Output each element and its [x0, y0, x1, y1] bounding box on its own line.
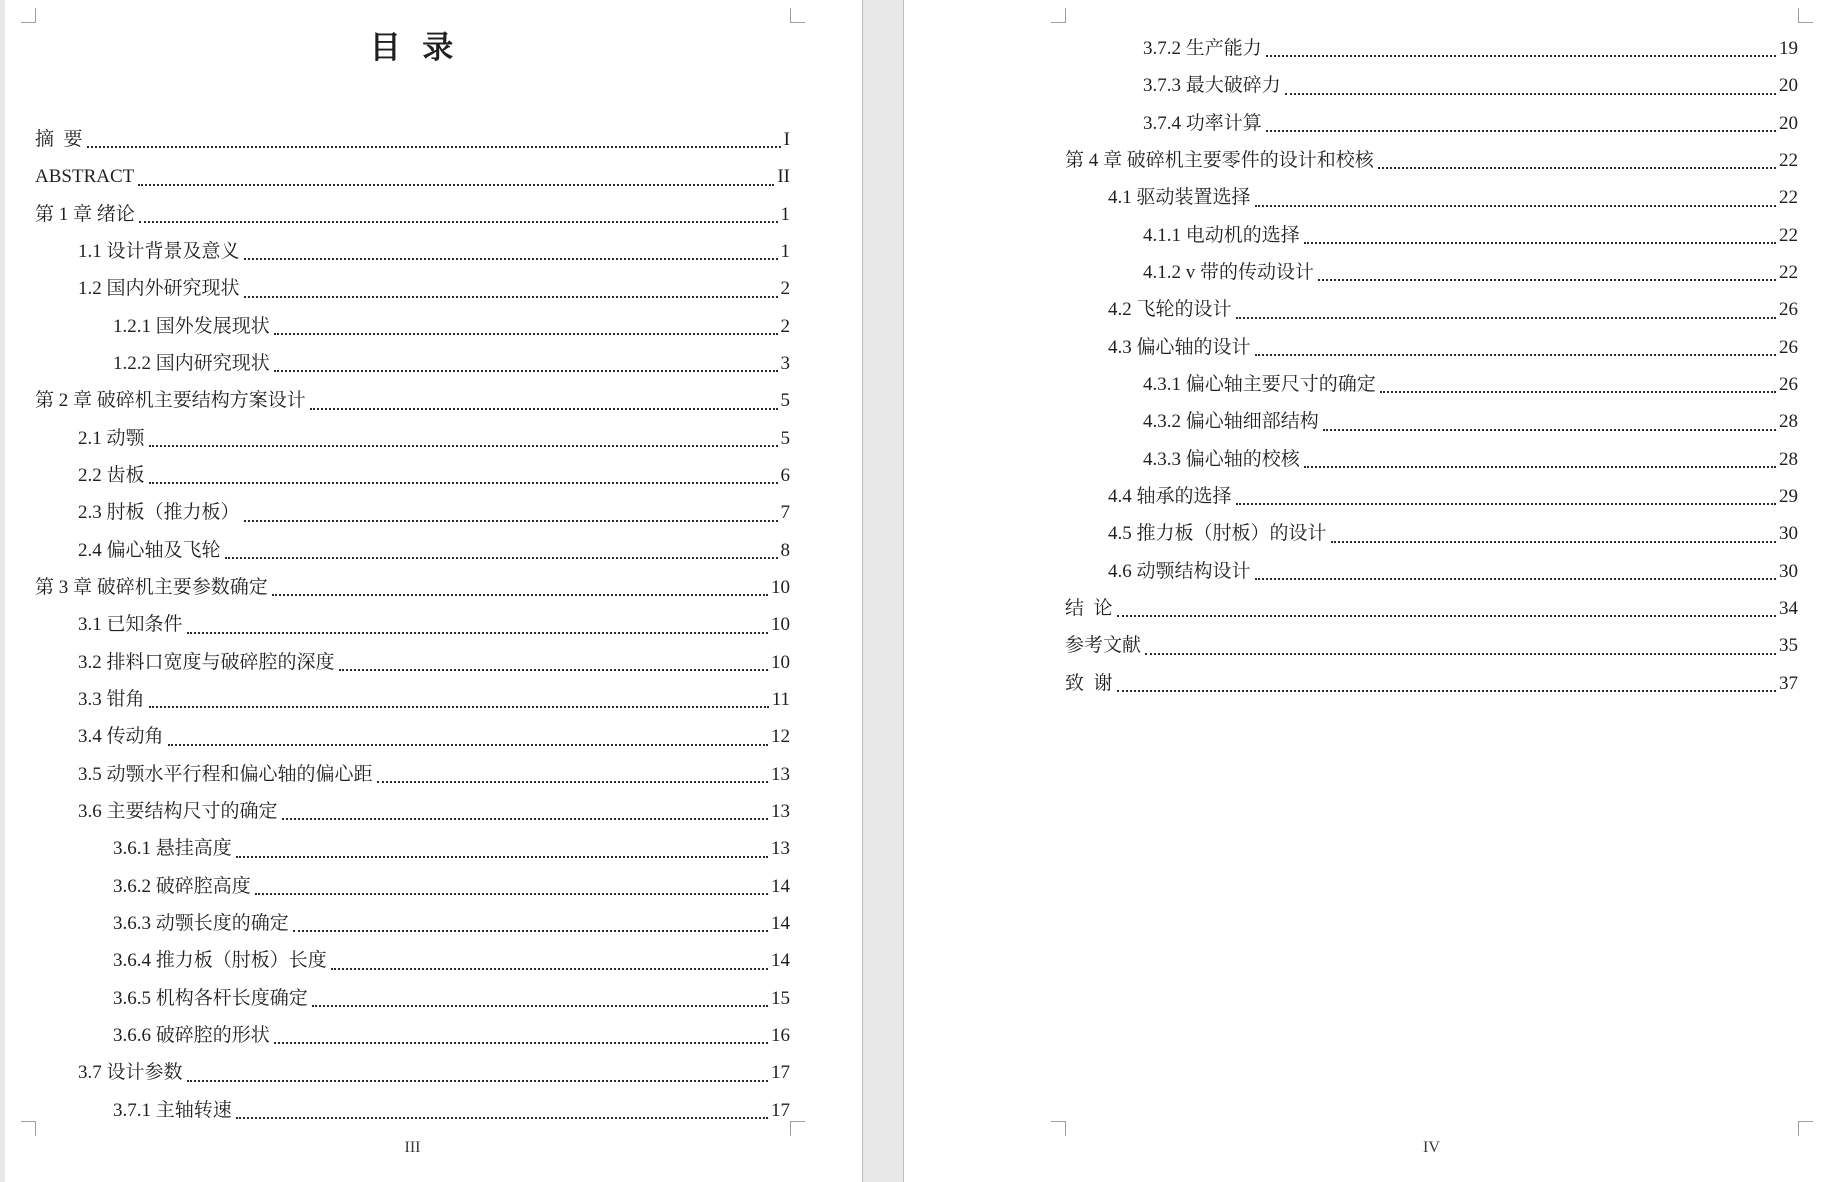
toc-dot-leader	[1378, 142, 1776, 179]
toc-dot-leader	[236, 830, 768, 867]
toc-entry[interactable]	[35, 494, 790, 531]
toc-entry-label: ABSTRACT	[35, 166, 135, 188]
toc-entry-label: 3.6.1 悬挂高度	[113, 838, 232, 860]
toc-entry-label: 4.1.2 v 带的传动设计	[1143, 261, 1315, 283]
toc-page-number: 5	[780, 427, 790, 449]
text-boundary-mark	[790, 8, 805, 23]
toc-dot-leader	[225, 532, 778, 569]
toc-entry-label: 3.7.4 功率计算	[1143, 112, 1262, 134]
toc-entry-label: 3.5 动颚水平行程和偏心轴的偏心距	[78, 763, 373, 785]
toc-page-number: 13	[771, 838, 790, 860]
toc-entry-label: 4.3.3 偏心轴的校核	[1143, 448, 1300, 470]
text-boundary-mark	[21, 8, 36, 23]
text-boundary-mark	[1051, 8, 1066, 23]
toc-entry-label: 第 2 章 破碎机主要结构方案设计	[35, 390, 306, 412]
toc-entry[interactable]	[35, 308, 790, 345]
text-boundary-mark	[1051, 1121, 1066, 1136]
toc-dot-leader	[255, 868, 768, 905]
toc-dot-leader	[244, 494, 778, 531]
toc-page-number: 16	[771, 1024, 790, 1046]
toc-entry[interactable]	[35, 756, 790, 793]
toc-entry[interactable]	[1065, 366, 1798, 403]
toc-entry[interactable]	[35, 1017, 790, 1054]
toc-page-number: 1	[780, 240, 790, 262]
toc-entry-label: 2.1 动颚	[78, 427, 145, 449]
toc-page-number: 26	[1779, 336, 1798, 358]
toc-page-number: 12	[771, 726, 790, 748]
toc-entry-label: 3.6.4 推力板（肘板）长度	[113, 950, 327, 972]
toc-entry[interactable]	[35, 345, 790, 382]
toc-dot-leader	[87, 121, 781, 158]
toc-entry[interactable]	[35, 1054, 790, 1091]
toc-dot-leader	[236, 1092, 768, 1129]
toc-dot-leader	[139, 196, 778, 233]
toc-entry[interactable]	[35, 196, 790, 233]
toc-page-number: 35	[1779, 635, 1798, 657]
toc-page-number: 22	[1779, 149, 1798, 171]
toc-entry[interactable]	[1065, 105, 1798, 142]
toc-entry-label: 4.6 动颚结构设计	[1108, 560, 1251, 582]
toc-entry-label: 4.2 飞轮的设计	[1108, 299, 1232, 321]
toc-entry-label: 1.2.1 国外发展现状	[113, 315, 270, 337]
toc-entry[interactable]	[35, 681, 790, 718]
toc-dot-leader	[1255, 329, 1776, 366]
toc-entry-label: 4.3.1 偏心轴主要尺寸的确定	[1143, 373, 1376, 395]
toc-dot-leader	[1266, 105, 1776, 142]
toc-dot-leader	[293, 905, 768, 942]
toc-dot-leader	[1380, 366, 1776, 403]
toc-dot-leader	[282, 793, 768, 830]
toc-entry-label: 参考文献	[1065, 635, 1142, 657]
toc-entry[interactable]	[1065, 665, 1798, 702]
toc-dot-leader	[1318, 254, 1776, 291]
toc-entry[interactable]	[1065, 553, 1798, 590]
toc-entry-label: 4.5 推力板（肘板）的设计	[1108, 523, 1327, 545]
toc-title: 目 录	[369, 30, 456, 65]
toc-entry-label: 第 1 章 绪论	[35, 203, 135, 225]
toc-dot-leader	[1331, 515, 1776, 552]
toc-page-number: 20	[1779, 112, 1798, 134]
toc-dot-leader	[1117, 665, 1776, 702]
toc-entry[interactable]	[35, 1092, 790, 1129]
toc-entry[interactable]	[35, 457, 790, 494]
toc-page-number: 29	[1779, 485, 1798, 507]
toc-dot-leader	[149, 457, 778, 494]
toc-entry[interactable]	[1065, 142, 1798, 179]
toc-entry-label: 摘 要	[35, 129, 83, 150]
toc-entry-label: 3.7.2 生产能力	[1143, 38, 1262, 59]
toc-page-number: 8	[780, 539, 790, 561]
toc-entry[interactable]	[1065, 217, 1798, 254]
toc-entry-label: 2.4 偏心轴及飞轮	[78, 539, 221, 561]
toc-entry[interactable]	[35, 942, 790, 979]
toc-entry[interactable]	[35, 532, 790, 569]
toc-page-number: 2	[780, 315, 790, 337]
toc-entry-label: 3.7 设计参数	[78, 1062, 183, 1084]
toc-entry-label: 4.3 偏心轴的设计	[1108, 336, 1251, 358]
toc-page-number: I	[783, 129, 790, 150]
toc-page-number: 17	[771, 1062, 790, 1084]
toc-dot-leader	[1323, 403, 1776, 440]
toc-dot-leader	[1236, 291, 1776, 328]
toc-entry[interactable]	[1065, 627, 1798, 664]
toc-page-number: 37	[1779, 672, 1798, 694]
text-boundary-mark	[1798, 8, 1813, 23]
toc-page-number: 26	[1779, 299, 1798, 321]
toc-entry-label: 2.2 齿板	[78, 464, 145, 486]
toc-entry-label: 3.3 钳角	[78, 688, 145, 710]
toc-dot-leader	[1145, 627, 1776, 664]
toc-page-number: 14	[771, 875, 790, 897]
toc-entry[interactable]	[1065, 30, 1798, 67]
toc-entry-label: 3.6.5 机构各杆长度确定	[113, 987, 308, 1009]
toc-page-number: II	[777, 166, 790, 188]
toc-dot-leader	[149, 420, 778, 457]
toc-entry[interactable]	[35, 420, 790, 457]
toc-page-number: 17	[771, 1099, 790, 1121]
toc-entry-label: 3.1 已知条件	[78, 614, 183, 636]
toc-page-number: 2	[780, 278, 790, 300]
toc-page-number: 20	[1779, 75, 1798, 97]
toc-page-number: 6	[780, 464, 790, 486]
toc-entry-label: 第 3 章 破碎机主要参数确定	[35, 576, 268, 598]
toc-dot-leader	[149, 681, 769, 718]
toc-page-number: 11	[771, 688, 790, 710]
toc-entry-label: 3.4 传动角	[78, 726, 164, 748]
toc-dot-leader	[1236, 478, 1776, 515]
toc-entry[interactable]	[1065, 67, 1798, 104]
page-number-footer-right: IV	[1423, 1139, 1440, 1156]
toc-dot-leader	[187, 1054, 768, 1091]
toc-page-number: 26	[1779, 373, 1798, 395]
toc-entry[interactable]	[35, 793, 790, 830]
toc-dot-leader	[244, 233, 778, 270]
toc-dot-leader	[187, 606, 768, 643]
toc-entry[interactable]	[1065, 179, 1798, 216]
toc-page-number: 28	[1779, 411, 1798, 433]
toc-page-number: 13	[771, 800, 790, 822]
toc-entry-label: 1.2.2 国内研究现状	[113, 352, 270, 374]
toc-dot-leader	[1304, 441, 1776, 478]
toc-page-number: 30	[1779, 560, 1798, 582]
toc-entry[interactable]	[1065, 515, 1798, 552]
toc-dot-leader	[1255, 553, 1776, 590]
toc-entry-label: 1.2 国内外研究现状	[78, 278, 240, 300]
text-boundary-mark	[21, 1121, 36, 1136]
toc-page-number: 30	[1779, 523, 1798, 545]
toc-page-number: 10	[771, 651, 790, 673]
toc-entry-label: 3.6.2 破碎腔高度	[113, 875, 251, 897]
toc-page-number: 34	[1779, 597, 1798, 619]
toc-entry-label: 3.7.3 最大破碎力	[1143, 75, 1281, 97]
toc-entry-label: 3.6 主要结构尺寸的确定	[78, 800, 278, 822]
toc-page-number: 5	[780, 390, 790, 412]
toc-entry[interactable]	[35, 233, 790, 270]
toc-page-number: 22	[1779, 224, 1798, 246]
toc-page-number: 10	[771, 576, 790, 598]
toc-entry[interactable]	[35, 718, 790, 755]
toc-entry-label: 4.1 驱动装置选择	[1108, 187, 1251, 209]
toc-page-number: 22	[1779, 187, 1798, 209]
toc-dot-leader	[1285, 67, 1776, 104]
toc-entry-label: 3.2 排料口宽度与破碎腔的深度	[78, 651, 335, 673]
toc-dot-leader	[274, 1017, 768, 1054]
toc-entry[interactable]	[35, 569, 790, 606]
toc-page-number: 14	[771, 950, 790, 972]
toc-page-number: 13	[771, 763, 790, 785]
text-boundary-mark	[790, 1121, 805, 1136]
toc-entry-label: 致 谢	[1065, 672, 1113, 694]
toc-entry-label: 结 论	[1065, 597, 1113, 619]
toc-page-number: 10	[771, 614, 790, 636]
toc-entry-label: 3.6.6 破碎腔的形状	[113, 1024, 270, 1046]
toc-dot-leader	[1304, 217, 1776, 254]
toc-page-number: 28	[1779, 448, 1798, 470]
toc-page-number: 3	[780, 352, 790, 374]
toc-entry[interactable]	[35, 980, 790, 1017]
toc-dot-leader	[1117, 590, 1776, 627]
toc-entry-label: 3.6.3 动颚长度的确定	[113, 912, 289, 934]
toc-entry-label: 4.4 轴承的选择	[1108, 485, 1232, 507]
toc-list-right	[1065, 30, 1798, 702]
toc-dot-leader	[168, 718, 768, 755]
toc-entry[interactable]	[1065, 403, 1798, 440]
toc-entry-label: 4.1.1 电动机的选择	[1143, 224, 1300, 246]
toc-entry-label: 3.7.1 主轴转速	[113, 1099, 232, 1121]
toc-entry[interactable]	[35, 270, 790, 307]
toc-dot-leader	[377, 756, 768, 793]
toc-dot-leader	[331, 942, 768, 979]
toc-page-number: 15	[771, 987, 790, 1009]
toc-dot-leader	[312, 980, 768, 1017]
toc-entry[interactable]	[35, 121, 790, 158]
toc-dot-leader	[244, 270, 778, 307]
toc-entry[interactable]	[35, 606, 790, 643]
toc-entry[interactable]	[1065, 291, 1798, 328]
toc-page-number: 19	[1779, 38, 1798, 59]
toc-page-number: 22	[1779, 261, 1798, 283]
toc-entry[interactable]	[1065, 254, 1798, 291]
toc-entry[interactable]	[35, 158, 790, 195]
toc-entry[interactable]	[35, 382, 790, 419]
toc-dot-leader	[274, 345, 778, 382]
toc-dot-leader	[1255, 179, 1776, 216]
toc-entry[interactable]	[1065, 329, 1798, 366]
toc-dot-leader	[138, 158, 774, 195]
toc-entry[interactable]	[35, 905, 790, 942]
toc-dot-leader	[274, 308, 778, 345]
toc-entry[interactable]	[35, 868, 790, 905]
toc-page-number: 1	[780, 203, 790, 225]
toc-entry-label: 1.1 设计背景及意义	[78, 240, 240, 262]
toc-entry[interactable]	[1065, 590, 1798, 627]
toc-entry[interactable]	[35, 644, 790, 681]
toc-entry-label: 4.3.2 偏心轴细部结构	[1143, 411, 1319, 433]
toc-dot-leader	[310, 382, 778, 419]
toc-dot-leader	[272, 569, 768, 606]
toc-page-number: 7	[780, 502, 790, 524]
toc-entry[interactable]	[35, 830, 790, 867]
toc-dot-leader	[1266, 30, 1776, 67]
toc-entry-label: 第 4 章 破碎机主要零件的设计和校核	[1065, 149, 1374, 171]
toc-entry[interactable]	[1065, 441, 1798, 478]
text-boundary-mark	[1798, 1121, 1813, 1136]
toc-entry[interactable]	[1065, 478, 1798, 515]
toc-list-left	[35, 121, 790, 1129]
page-number-footer-left: III	[404, 1139, 421, 1156]
toc-dot-leader	[339, 644, 768, 681]
toc-entry-label: 2.3 肘板（推力板）	[78, 502, 240, 524]
app-background-strip	[0, 0, 5, 1182]
toc-page-number: 14	[771, 912, 790, 934]
